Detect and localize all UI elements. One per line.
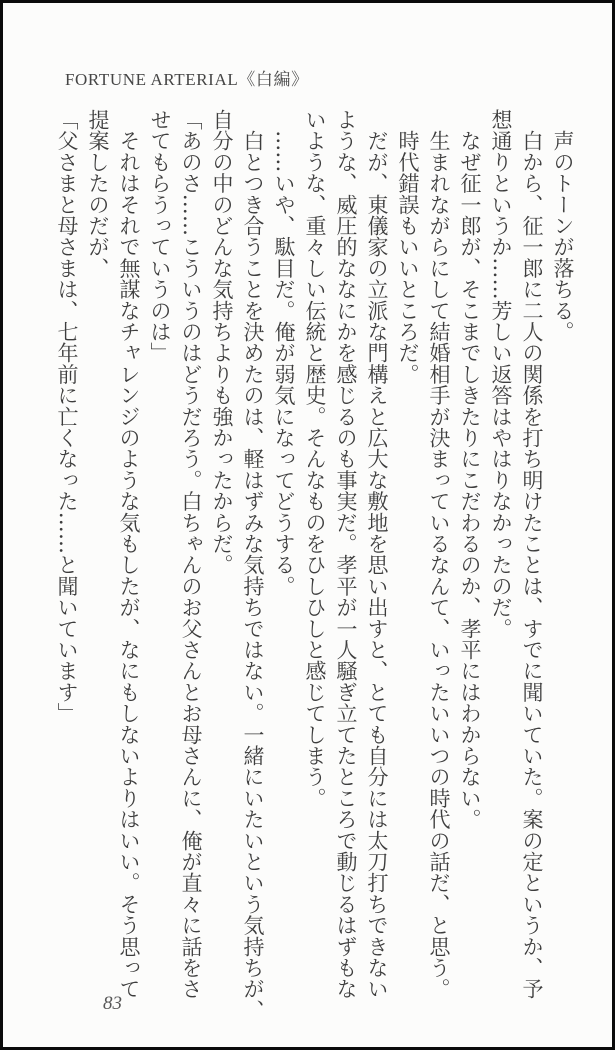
text-column: 時代錯誤もいいところだ。 [396,109,420,385]
text-column: 提案したのだが、 [86,109,110,279]
running-header: FORTUNE ARTERIAL《白編》 [65,70,309,89]
text-column: いような、重々しい伝統と歴史。そんなものをひしひしと感じてしまう。 [303,109,327,809]
text-column: ……いや、駄目だ。俺が弱気になってどうする。 [272,109,296,597]
text-column: 「あのさ……こういうのはどうだろう。白ちゃんのお父さんとお母さんに、俺が直々に話をさ [179,109,203,1000]
text-column: 白とつき合うことを決めたのは、軽はずみな気持ちではない。一緒にいたいという気持ちが、 [241,109,265,1021]
text-column: 「父さまと母さまは、七年前に亡くなった……と聞いています」 [55,109,79,724]
text-column: 生まれながらにして結婚相手が決まっているなんて、いったいいつの時代の話だ、と思う。 [427,109,451,1000]
text-column: 白から、征一郎に二人の関係を打ち明けたことは、すでに聞いていた。案の定というか、予 [520,109,544,1000]
text-column: だが、東儀家の立派な門構えと広大な敷地を思い出すと、とても自分には太刀打ちできない [365,109,389,1000]
text-column: 想通りというか……芳しい返答はやはりなかったのだ。 [489,109,513,639]
text-column: なぜ征一郎が、そこまでしきたりにこだわるのか、孝平にはわからない。 [458,109,482,830]
text-column: 自分の中のどんな気持ちよりも強かったからだ。 [210,109,234,576]
text-column: ような、威圧的ななにかを感じるのも事実だ。孝平が一人騒ぎ立てたところで動じるはずもな [334,109,358,1000]
text-column: 声のトーンが落ちる。 [551,109,575,343]
text-column: それはそれで無謀なチャレンジのような気もしたが、なにもしないよりはいい。そう思って [117,109,141,1000]
vertical-text-block [51,109,578,1031]
text-column: せてもらうっていうのは」 [148,109,172,364]
page-number: 83 [103,993,122,1014]
